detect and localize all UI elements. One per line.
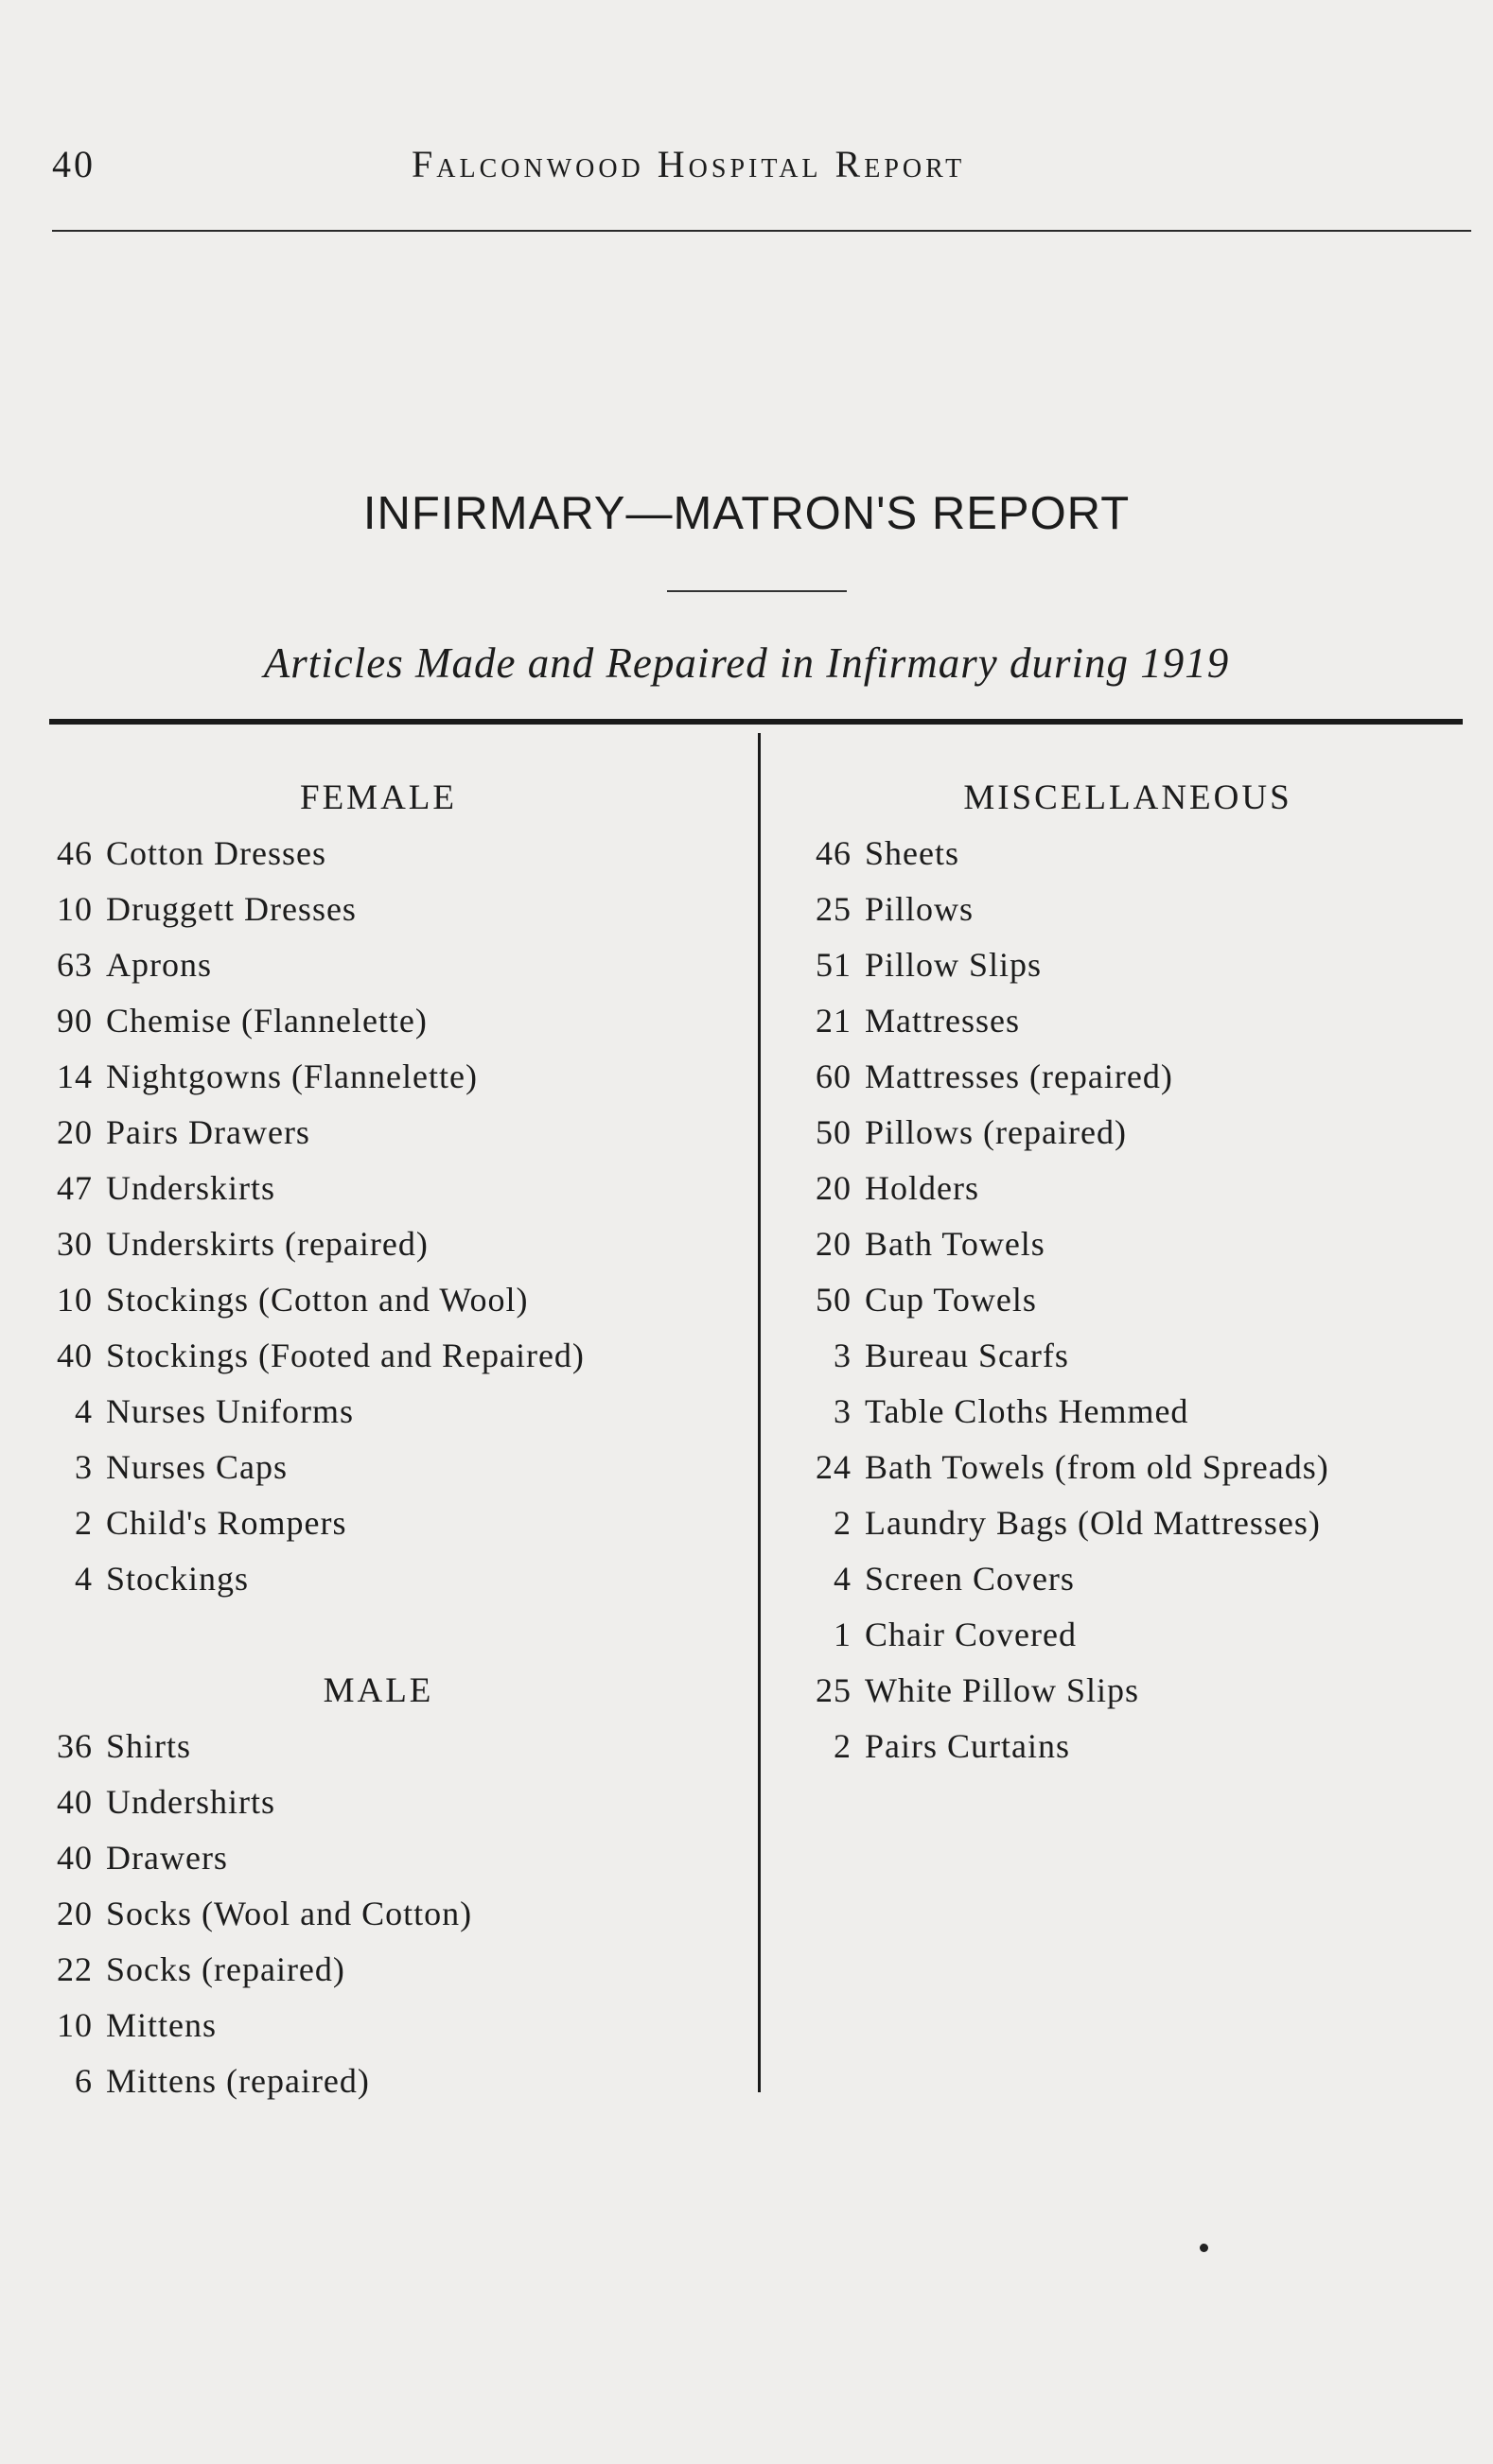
item-label: Drawers (106, 1839, 228, 1877)
list-item (38, 1216, 738, 1272)
item-quantity: 3 (834, 1392, 852, 1430)
item-quantity: 20 (816, 1225, 852, 1263)
list-item (797, 1049, 1459, 1105)
item-label: Chemise (Flannelette) (106, 1002, 428, 1040)
item-label: White Pillow Slips (865, 1671, 1140, 1709)
item-label: Screen Covers (865, 1560, 1075, 1598)
item-quantity: 21 (816, 1002, 852, 1040)
item-quantity: 2 (75, 1504, 93, 1542)
running-head (52, 142, 1471, 199)
list-item (797, 993, 1459, 1049)
item-quantity: 20 (57, 1113, 93, 1151)
list-item (38, 1384, 738, 1440)
item-quantity: 46 (816, 834, 852, 872)
list-item (38, 1272, 738, 1328)
item-label: Cotton Dresses (106, 834, 326, 872)
item-quantity: 25 (816, 1671, 852, 1709)
table-top-rule (49, 719, 1463, 725)
list-item (797, 1440, 1459, 1495)
list-item (797, 1161, 1459, 1216)
list-item (38, 1942, 738, 1998)
list-item (38, 2053, 738, 2109)
item-label: Underskirts (106, 1169, 275, 1207)
item-label: Bath Towels (865, 1225, 1045, 1263)
item-quantity: 46 (57, 834, 93, 872)
item-quantity: 10 (57, 2006, 93, 2044)
item-quantity: 3 (75, 1448, 93, 1486)
page-number: 40 (52, 143, 96, 185)
item-label: Aprons (106, 946, 212, 984)
item-label: Pillows (865, 890, 975, 928)
item-quantity: 40 (57, 1783, 93, 1821)
list-item (38, 1998, 738, 2053)
item-label: Bath Towels (from old Spreads) (865, 1448, 1329, 1486)
list-item (38, 826, 738, 882)
item-label: Nurses Uniforms (106, 1392, 354, 1430)
item-quantity: 4 (75, 1560, 93, 1598)
item-quantity: 63 (57, 946, 93, 984)
item-quantity: 24 (816, 1448, 852, 1486)
header-rule (52, 230, 1471, 232)
item-label: Stockings (Footed and Repaired) (106, 1337, 585, 1374)
item-label: Pillows (repaired) (865, 1113, 1127, 1151)
list-item (38, 1495, 738, 1551)
list-item (38, 1886, 738, 1942)
miscellaneous-heading: MISCELLANEOUS (963, 778, 1292, 817)
left-column (38, 771, 738, 2109)
item-label: Mattresses (865, 1002, 1020, 1040)
list-item (797, 1607, 1459, 1663)
item-quantity: 4 (75, 1392, 93, 1430)
item-label: Nightgowns (Flannelette) (106, 1057, 478, 1095)
item-quantity: 50 (816, 1113, 852, 1151)
running-title: Falconwood Hospital Report (412, 143, 966, 185)
item-quantity: 20 (816, 1169, 852, 1207)
item-quantity: 25 (816, 890, 852, 928)
list-item (38, 1161, 738, 1216)
page-title: INFIRMARY—MATRON'S REPORT (362, 488, 1131, 539)
list-item (38, 993, 738, 1049)
list-item (797, 882, 1459, 937)
page-subtitle: Articles Made and Repaired in Infirmary during 1919 (263, 639, 1230, 687)
item-quantity: 51 (816, 946, 852, 984)
list-item (797, 1551, 1459, 1607)
item-label: Bureau Scarfs (865, 1337, 1069, 1374)
list-item (797, 1105, 1459, 1161)
female-heading: FEMALE (300, 778, 457, 817)
list-item (38, 1105, 738, 1161)
item-quantity: 47 (57, 1169, 93, 1207)
list-item (38, 1830, 738, 1886)
list-item (797, 1663, 1459, 1719)
list-item (38, 1049, 738, 1105)
item-quantity: 22 (57, 1950, 93, 1988)
item-quantity: 6 (75, 2062, 93, 2100)
item-label: Socks (repaired) (106, 1950, 345, 1988)
list-item (38, 882, 738, 937)
right-column (797, 771, 1459, 1774)
item-quantity: 60 (816, 1057, 852, 1095)
item-quantity: 36 (57, 1727, 93, 1765)
item-label: Mittens (106, 2006, 218, 2044)
list-item (797, 826, 1459, 882)
male-list (38, 1719, 738, 2109)
item-label: Pairs Curtains (865, 1727, 1070, 1765)
list-item (797, 1495, 1459, 1551)
item-label: Mattresses (repaired) (865, 1057, 1173, 1095)
item-label: Stockings (106, 1560, 250, 1598)
list-item (38, 1328, 738, 1384)
list-item (38, 1719, 738, 1774)
list-item (797, 937, 1459, 993)
item-label: Shirts (106, 1727, 192, 1765)
item-quantity: 10 (57, 1281, 93, 1319)
item-quantity: 2 (834, 1504, 852, 1542)
list-item (797, 1272, 1459, 1328)
item-label: Mittens (repaired) (106, 2062, 370, 2100)
item-label: Chair Covered (865, 1616, 1077, 1653)
item-label: Pairs Drawers (106, 1113, 310, 1151)
list-item (38, 1551, 738, 1607)
title-rule (667, 590, 847, 592)
item-label: Table Cloths Hemmed (865, 1392, 1189, 1430)
item-label: Pillow Slips (865, 946, 1043, 984)
item-quantity: 40 (57, 1337, 93, 1374)
ink-speck (1200, 2244, 1208, 2252)
item-label: Stockings (Cotton and Wool) (106, 1281, 529, 1319)
column-divider (758, 733, 761, 2092)
item-quantity: 3 (834, 1337, 852, 1374)
item-quantity: 10 (57, 890, 93, 928)
item-label: Holders (865, 1169, 979, 1207)
item-label: Cup Towels (865, 1281, 1037, 1319)
list-item (797, 1719, 1459, 1774)
female-list (38, 826, 738, 1607)
male-heading: MALE (323, 1671, 434, 1710)
item-label: Socks (Wool and Cotton) (106, 1895, 473, 1932)
item-quantity: 2 (834, 1727, 852, 1765)
item-label: Druggett Dresses (106, 890, 357, 928)
section-spacer (38, 1607, 738, 1664)
item-label: Laundry Bags (Old Mattresses) (865, 1504, 1321, 1542)
list-item (38, 1774, 738, 1830)
item-label: Underskirts (repaired) (106, 1225, 429, 1263)
item-label: Nurses Caps (106, 1448, 288, 1486)
item-quantity: 4 (834, 1560, 852, 1598)
miscellaneous-list (797, 826, 1459, 1774)
item-quantity: 1 (834, 1616, 852, 1653)
item-quantity: 14 (57, 1057, 93, 1095)
list-item (38, 1440, 738, 1495)
list-item (797, 1328, 1459, 1384)
list-item (797, 1384, 1459, 1440)
item-quantity: 90 (57, 1002, 93, 1040)
item-quantity: 20 (57, 1895, 93, 1932)
item-label: Undershirts (106, 1783, 275, 1821)
item-label: Child's Rompers (106, 1504, 347, 1542)
list-item (797, 1216, 1459, 1272)
item-label: Sheets (865, 834, 959, 872)
list-item (38, 937, 738, 993)
item-quantity: 30 (57, 1225, 93, 1263)
item-quantity: 40 (57, 1839, 93, 1877)
item-quantity: 50 (816, 1281, 852, 1319)
